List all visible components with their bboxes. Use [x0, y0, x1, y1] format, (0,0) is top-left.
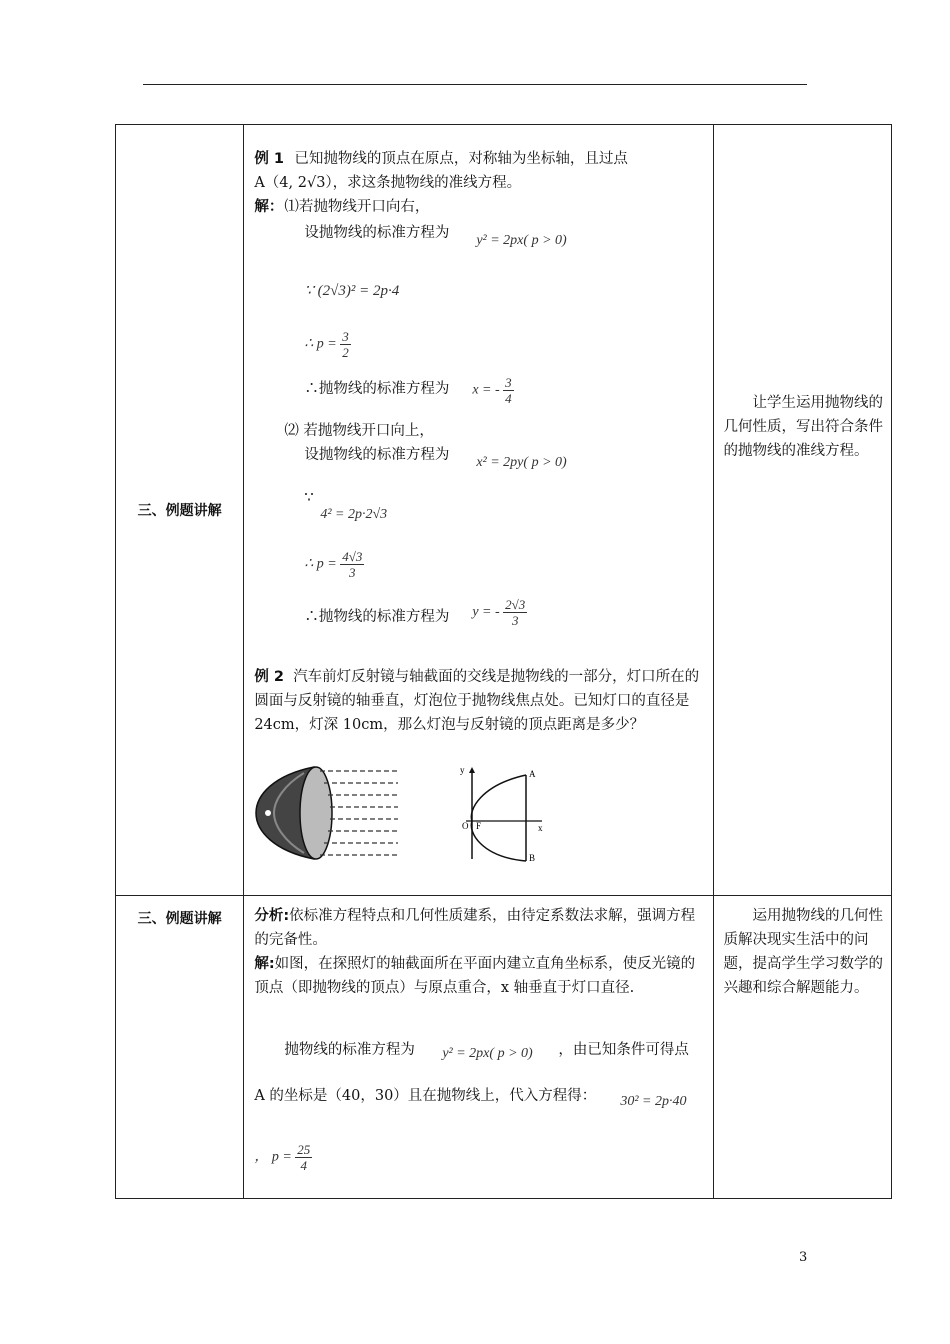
- header-rule: [143, 84, 807, 85]
- y-label: y: [460, 765, 465, 775]
- note-cell: [713, 125, 891, 896]
- p-result: ， p = $\frac{25}{4}$: [254, 1142, 311, 1173]
- note-cell: [713, 896, 891, 1199]
- headlight-illustration: [254, 765, 400, 861]
- substitution-equation: 30² = 2p·40: [620, 1094, 687, 1109]
- example1-line1: 已知抛物线的顶点在原点，对称轴为坐标轴，且过点: [294, 151, 628, 167]
- result2-text: ∴抛物线的标准方程为: [304, 609, 450, 625]
- result1-text: ∴抛物线的标准方程为: [304, 381, 450, 397]
- solution-label: 解：: [254, 199, 284, 215]
- example1-line2: A（4, 2√3），求这条抛物线的准线方程。: [254, 175, 522, 191]
- because-1: ∵ (2√3)² = 2p·4: [304, 283, 400, 299]
- x-label: x: [538, 823, 543, 833]
- set-equation-text-2: 设抛物线的标准方程为: [304, 447, 450, 463]
- case1-text: ⑴若抛物线开口向右，: [284, 199, 430, 215]
- therefore-1: ∴ p = $\frac{3}{2}$: [304, 329, 349, 360]
- because-2: 4² = 2p·2√3: [320, 507, 388, 522]
- condition-text: ，由已知条件可得点: [558, 1042, 689, 1058]
- example-cell: [244, 125, 713, 896]
- equation-1: y² = 2px( p > 0): [476, 233, 567, 248]
- equation-2: x² = 2py( p > 0): [476, 455, 567, 470]
- row-heading: 三、例题讲解: [116, 896, 244, 1199]
- point-text: A 的坐标是（40，30）且在抛物线上，代入方程得：: [254, 1088, 597, 1104]
- teaching-note: 运用抛物线的几何性质解决现实生活中的问题，提高学生学习数学的兴趣和综合解题能力。: [723, 908, 884, 996]
- result2-equation: y = - $\frac{2√3}{3}$: [472, 597, 526, 628]
- result1-equation: x = - $\frac{3}{4}$: [472, 375, 512, 406]
- example2-paragraph: 例 2 汽车前灯反射镜与轴截面的交线是抛物线的一部分，灯口所在的圆面与反射镜的轴垂直，灯泡位于抛物线焦点处。已知灯口的直径是 24cm，灯深 10cm，那么灯泡与反射镜的顶点距离是多少？: [254, 669, 700, 733]
- parabola-curve: [472, 775, 527, 861]
- point-b-label: B: [529, 853, 536, 863]
- parabola-graph: [456, 765, 546, 863]
- teaching-note: 让学生运用抛物线的几何性质，写出符合条件的抛物线的准线方程。: [723, 395, 884, 459]
- point-a-label: A: [529, 769, 536, 779]
- lesson-table: [115, 124, 892, 1199]
- analysis-paragraph: 分析:依标准方程特点和几何性质建系，由待定系数法求解，强调方程的完备性。: [254, 908, 696, 948]
- table-row: [116, 896, 892, 1199]
- therefore-2: ∴ p = $\frac{4√3}{3}$: [304, 549, 363, 580]
- example1-label: 例 1: [254, 151, 284, 167]
- set-equation-text: 设抛物线的标准方程为: [304, 225, 450, 241]
- case2-text: ⑵ 若抛物线开口向上，: [284, 423, 434, 439]
- focus-label: F: [476, 821, 482, 831]
- std-equation-text: 抛物线的标准方程为: [284, 1042, 415, 1058]
- analysis-cell: [244, 896, 713, 1199]
- page-number: 3: [799, 1250, 808, 1265]
- because-symbol: ∵: [304, 490, 314, 506]
- table-row: [116, 125, 892, 896]
- std-equation: y² = 2px( p > 0): [442, 1046, 533, 1061]
- origin-label: O: [462, 821, 469, 831]
- solution-paragraph: 解:如图，在探照灯的轴截面所在平面内建立直角坐标系，使反光镜的顶点（即抛物线的顶点）与原点重合，x 轴垂直于灯口直径.: [254, 956, 696, 996]
- y-axis-arrow-icon: [469, 767, 475, 773]
- row-heading: 三、例题讲解: [116, 125, 244, 896]
